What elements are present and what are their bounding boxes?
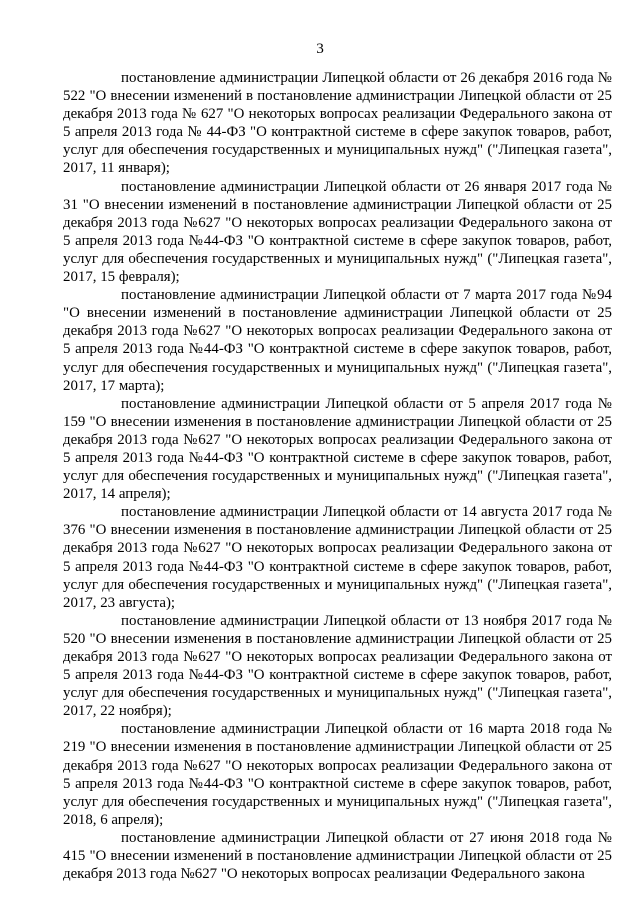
paragraph-resolution-219: постановление администрации Липецкой области от 16 марта 2018 года № 219 "О внесении изменения в постановление администрации Липецкой области от 25 декабря 2013 года №627 "О некоторых вопросах реализации Федерального закона от 5 апреля 2013 года №44-ФЗ "О контрактной системе в сфере закупок товаров, работ, услуг для обеспечения государственных и муниципальных нужд" ("Липецкая газета", 2018, 6 апреля); [63, 721, 612, 828]
paragraph-resolution-522: постановление администрации Липецкой области от 26 декабря 2016 года № 522 "О внесении изменений в постановление администрации Липецкой области от 25 декабря 2013 года № 627 "О некоторых вопросах реализации Федерального закона от 5 апреля 2013 года № 44-ФЗ "О контрактной системе в сфере закупок товаров, работ, услуг для обеспечения государственных и муниципальных нужд" ("Липецкая газета", 2017, 11 января); [63, 70, 612, 177]
paragraph-resolution-520: постановление администрации Липецкой области от 13 ноября 2017 года № 520 "О внесении изменения в постановление администрации Липецкой области от 25 декабря 2013 года №627 "О некоторых вопросах реализации Федерального закона от 5 апреля 2013 года №44-ФЗ "О контрактной системе в сфере закупок товаров, работ, услуг для обеспечения государственных и муниципальных нужд" ("Липецкая газета", 2017, 22 ноября); [63, 612, 612, 720]
paragraph-resolution-159: постановление администрации Липецкой области от 5 апреля 2017 года № 159 "О внесении изменения в постановление администрации Липецкой области от 25 декабря 2013 года №627 "О некоторых вопросах реализации Федерального закона от 5 апреля 2013 года №44-ФЗ "О контрактной системе в сфере закупок товаров, работ, услуг для обеспечения государственных и муниципальных нужд" ("Липецкая газета", 2017, 14 апреля); [63, 395, 612, 503]
document-body [63, 69, 612, 883]
paragraph-resolution-415: постановление администрации Липецкой области от 27 июня 2018 года № 415 "О внесении изменений в постановление администрации Липецкой области от 25 декабря 2013 года №627 "О некоторых вопросах реализации Федерального закона [63, 829, 612, 883]
page-number: 3 [316, 40, 324, 57]
paragraph-resolution-31: постановление администрации Липецкой области от 26 января 2017 года № 31 "О внесении изменений в постановление администрации Липецкой области от 25 декабря 2013 года №627 "О некоторых вопросах реализации Федерального закона от 5 апреля 2013 года №44-ФЗ "О контрактной системе в сфере закупок товаров, работ, услуг для обеспечения государственных и муниципальных нужд" ("Липецкая газета", 2017, 15 февраля); [63, 178, 612, 286]
paragraph-resolution-376: постановление администрации Липецкой области от 14 августа 2017 года № 376 "О внесении изменения в постановление администрации Липецкой области от 25 декабря 2013 года №627 "О некоторых вопросах реализации Федерального закона от 5 апреля 2013 года №44-ФЗ "О контрактной системе в сфере закупок товаров, работ, услуг для обеспечения государственных и муниципальных нужд" ("Липецкая газета", 2017, 23 августа); [63, 504, 612, 611]
paragraph-resolution-94: постановление администрации Липецкой области от 7 марта 2017 года №94 "О внесении изменений в постановление администрации Липецкой области от 25 декабря 2013 года №627 "О некоторых вопросах реализации Федерального закона от 5 апреля 2013 года №44-ФЗ "О контрактной системе в сфере закупок товаров, работ, услуг для обеспечения государственных и муниципальных нужд" ("Липецкая газета", 2017, 17 марта); [63, 287, 612, 394]
